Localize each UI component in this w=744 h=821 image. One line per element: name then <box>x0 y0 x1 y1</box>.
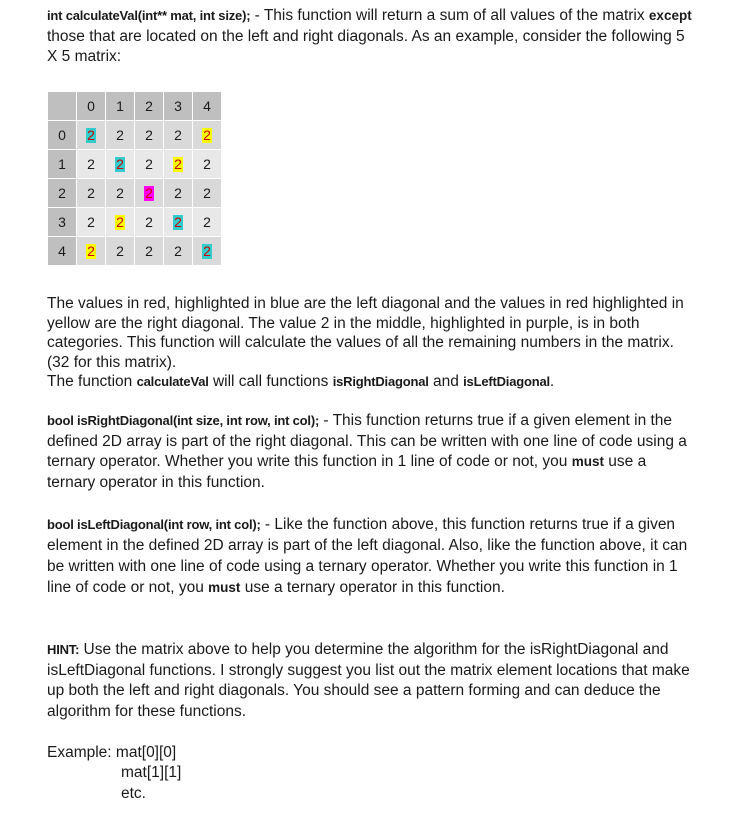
intro-text-a: - This function will return a sum of all values of the matrix <box>250 7 649 24</box>
except-word: except <box>648 8 692 23</box>
hint-text: Use the matrix above to help you determine the algorithm for the isRightDiagonal and isLeftDiagonal functions. I strongly suggest you list out the matrix element locations that make up both the left and right diagonals. You should see a pattern forming and can deduce the algorithm for these functions. <box>47 641 690 720</box>
matrix-cell: 2 <box>106 179 134 207</box>
row-header: 0 <box>48 121 76 149</box>
matrix-cell: 2 <box>77 179 105 207</box>
matrix-row <box>48 150 221 178</box>
matrix-row <box>48 179 221 207</box>
col-header: 1 <box>106 92 134 120</box>
left-diag-value: 2 <box>116 156 124 172</box>
matrix-cell: 2 <box>164 121 192 149</box>
matrix-row <box>48 121 221 149</box>
matrix-corner <box>48 92 76 120</box>
matrix-header-row <box>48 92 221 120</box>
matrix-cell: 2 <box>193 150 221 178</box>
calculateval-signature: int calculateVal(int** mat, int size); <box>47 8 251 23</box>
explanation-paragraph <box>47 294 697 392</box>
matrix-cell <box>135 179 163 207</box>
matrix-cell: 2 <box>77 150 105 178</box>
explanation-line2-a: The function <box>47 373 137 390</box>
example-mat11: mat[1][1] <box>121 764 182 781</box>
fn-isleftdiagonal: isLeftDiagonal <box>463 374 550 389</box>
matrix-cell <box>193 237 221 265</box>
matrix-row <box>48 208 221 236</box>
intro-text-b: those that are located on the left and right diagonals. As an example, consider the following 5 X 5 matrix: <box>47 27 685 65</box>
example-etc: etc. <box>121 785 146 802</box>
example-matrix <box>47 91 222 266</box>
isrightdiagonal-signature: bool isRightDiagonal(int size, int row, int col); <box>47 413 320 428</box>
explanation-and: and <box>428 373 464 390</box>
left-diag-value: 2 <box>87 127 95 143</box>
isleftdiagonal-signature: bool isLeftDiagonal(int row, int col); <box>47 517 261 532</box>
matrix-cell: 2 <box>77 208 105 236</box>
matrix-cell: 2 <box>135 150 163 178</box>
matrix-cell <box>106 150 134 178</box>
matrix-cell: 2 <box>193 179 221 207</box>
col-header: 3 <box>164 92 192 120</box>
matrix-row <box>48 237 221 265</box>
explanation-line2-b: will call functions <box>208 373 333 390</box>
row-header: 1 <box>48 150 76 178</box>
matrix-cell <box>77 237 105 265</box>
isleftdiagonal-paragraph <box>47 514 697 598</box>
row-header: 4 <box>48 237 76 265</box>
right-diag-value: 2 <box>174 156 182 172</box>
matrix-cell: 2 <box>164 179 192 207</box>
hint-label: HINT: <box>47 642 80 657</box>
col-header: 4 <box>193 92 221 120</box>
fn-calculateval: calculateVal <box>136 374 209 389</box>
matrix-cell: 2 <box>106 237 134 265</box>
col-header: 0 <box>77 92 105 120</box>
right-diag-value: 2 <box>87 243 95 259</box>
col-header: 2 <box>135 92 163 120</box>
matrix-cell: 2 <box>106 121 134 149</box>
row-header: 2 <box>48 179 76 207</box>
matrix-cell <box>164 150 192 178</box>
right-diag-value: 2 <box>116 214 124 230</box>
isrightdiagonal-text-a: - This function returns true if a given element in the defined 2D array is part of the right diagonal. This can be written with one line of code using a ternary operator. Whether you write this function in 1 line of code or not, you <box>47 412 687 470</box>
explanation-end: . <box>549 373 555 390</box>
both-diag-value: 2 <box>145 185 153 201</box>
example-mat00: mat[0][0] <box>115 744 177 761</box>
isleftdiagonal-text-a: - Like the function above, this function returns true if a given element in the defined 2D array is part of the left diagonal. Also, like the function above, it can be written with one line of code using a ternary operator. Whether you write this function in 1 line of code or not, you <box>47 516 688 596</box>
fn-isrightdiagonal: isRightDiagonal <box>332 374 429 389</box>
must-word: must <box>571 454 604 469</box>
matrix-cell <box>193 121 221 149</box>
matrix-cell: 2 <box>135 208 163 236</box>
matrix-cell: 2 <box>193 208 221 236</box>
hint-paragraph <box>47 640 697 722</box>
example-label: Example: <box>47 744 116 761</box>
isrightdiagonal-paragraph <box>47 411 697 493</box>
explanation-text: The values in red, highlighted in blue are the left diagonal and the values in red highlighted in yellow are the right diagonal. The value 2 in the middle, highlighted in purple, is in both categories. This function will calculate the values of all the remaining numbers in the matrix. (32 for this matrix). <box>47 295 684 371</box>
must-word: must <box>208 580 241 595</box>
isleftdiagonal-text-b: use a ternary operator in this function. <box>240 579 505 596</box>
row-header: 3 <box>48 208 76 236</box>
matrix-cell: 2 <box>135 121 163 149</box>
left-diag-value: 2 <box>203 243 211 259</box>
right-diag-value: 2 <box>203 127 211 143</box>
example-line-1 <box>47 743 176 763</box>
matrix-cell <box>77 121 105 149</box>
matrix-cell <box>164 208 192 236</box>
left-diag-value: 2 <box>174 214 182 230</box>
matrix-cell: 2 <box>164 237 192 265</box>
matrix-cell <box>106 208 134 236</box>
intro-paragraph <box>47 6 697 68</box>
matrix-cell: 2 <box>135 237 163 265</box>
isrightdiagonal-text-b: use a ternary operator in this function. <box>47 453 647 491</box>
